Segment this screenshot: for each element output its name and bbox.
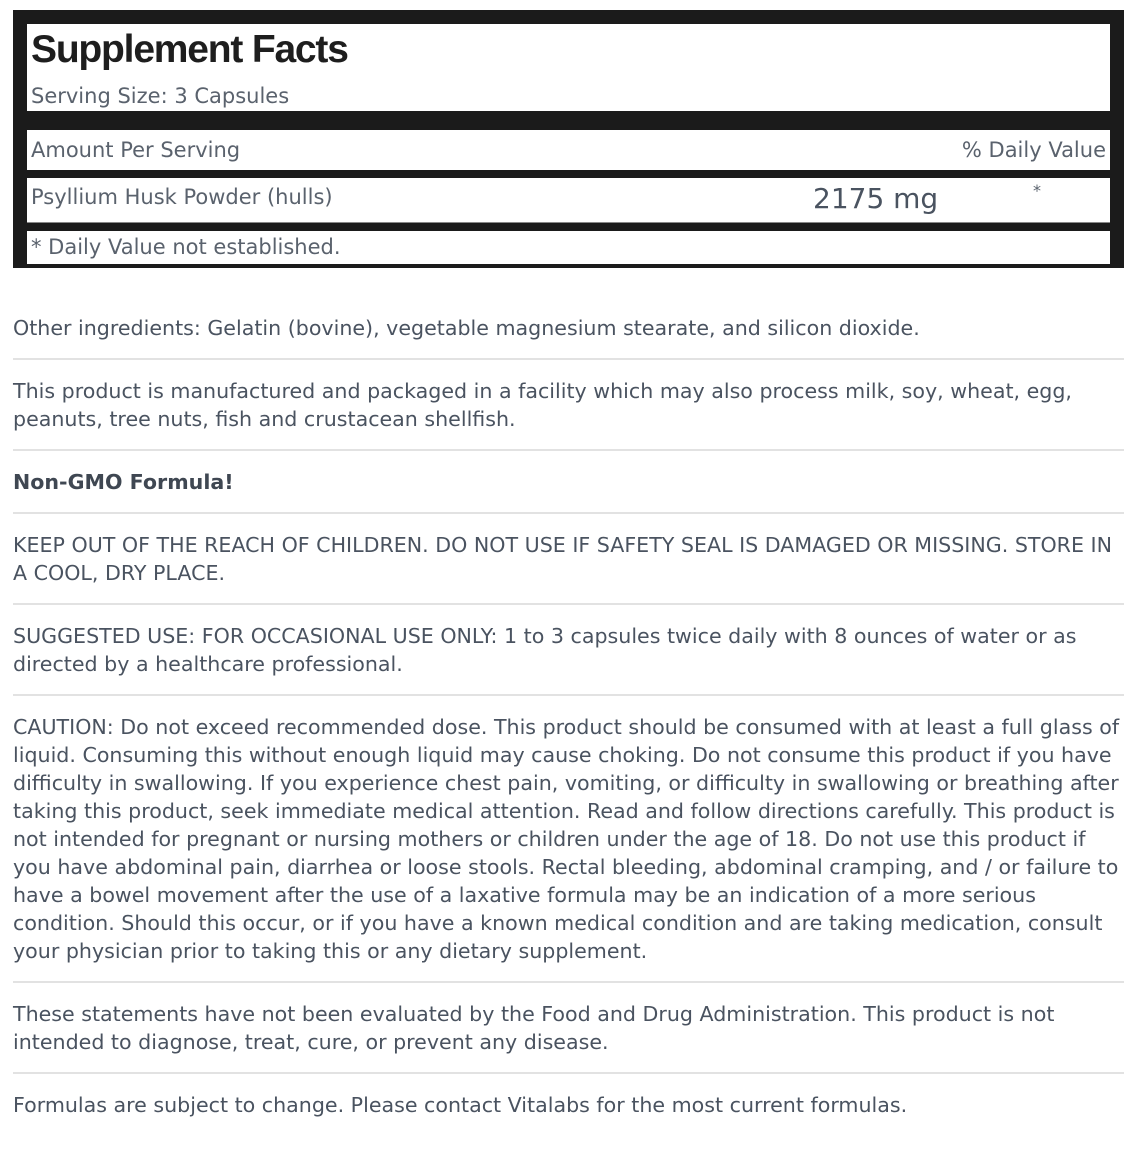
caution-statement: CAUTION: Do not exceed recommended dose. This product should be consumed with at least a full glass of liquid. Consuming this without enough liquid may cause choking. Do not consume this product if you have difficulty in swallowing. If you experience chest pain, vomiting, or difficulty in swallowing or breathing after taking this product, seek immediate medical attention. Read and follow directions carefully. This product is not intended for pregnant or nursing mothers or children under the age of 18. Do not use this product if you have abdominal pain, diarrhea or loose stools. Rectal bleeding, abdominal cramping, and / or failure to have a bowel movement after the use of a laxative formula may be an indication of a more serious condition. Should this occur, or if you have a known medical condition and are taking medication, consult your physician prior to taking this or any dietary supplement. [13, 696, 1124, 983]
ingredient-daily-value: * [1033, 181, 1041, 200]
footnote-row [27, 231, 1110, 264]
ingredient-amount: 2175 mg [813, 182, 939, 215]
facts-title: Supplement Facts [31, 28, 348, 71]
daily-value-label: % Daily Value [961, 138, 1106, 162]
other-ingredients: Other ingredients: Gelatin (bovine), vegetable magnesium stearate, and silicon dioxide. [13, 298, 1124, 360]
suggested-use: SUGGESTED USE: FOR OCCASIONAL USE ONLY: 1 to 3 capsules twice daily with 8 ounces of water or as directed by a healthcare professional. [13, 605, 1124, 696]
allergen-statement: This product is manufactured and packaged in a facility which may also process milk, soy, wheat, egg, peanuts, tree nuts, fish and crustacean shellfish. [13, 360, 1124, 451]
amount-header-row [27, 130, 1110, 170]
non-gmo-statement: Non-GMO Formula! [13, 451, 1124, 514]
ingredient-name: Psyllium Husk Powder (hulls) [31, 185, 333, 209]
amount-per-serving-label: Amount Per Serving [31, 138, 241, 162]
ingredient-row [27, 178, 1110, 223]
formula-change-notice: Formulas are subject to change. Please contact Vitalabs for the most current formulas. [13, 1093, 908, 1117]
supplement-facts-panel [13, 10, 1124, 268]
facts-header [27, 24, 1110, 111]
daily-value-footnote: * Daily Value not established. [31, 235, 341, 259]
fda-disclaimer: These statements have not been evaluated by the Food and Drug Administration. This product is not intended to diagnose, treat, cure, or prevent any disease. [13, 983, 1124, 1074]
serving-size: Serving Size: 3 Capsules [31, 84, 290, 108]
product-info-sections [13, 298, 1124, 1135]
storage-warning: KEEP OUT OF THE REACH OF CHILDREN. DO NOT USE IF SAFETY SEAL IS DAMAGED OR MISSING. STORE IN A COOL, DRY PLACE. [13, 514, 1124, 605]
